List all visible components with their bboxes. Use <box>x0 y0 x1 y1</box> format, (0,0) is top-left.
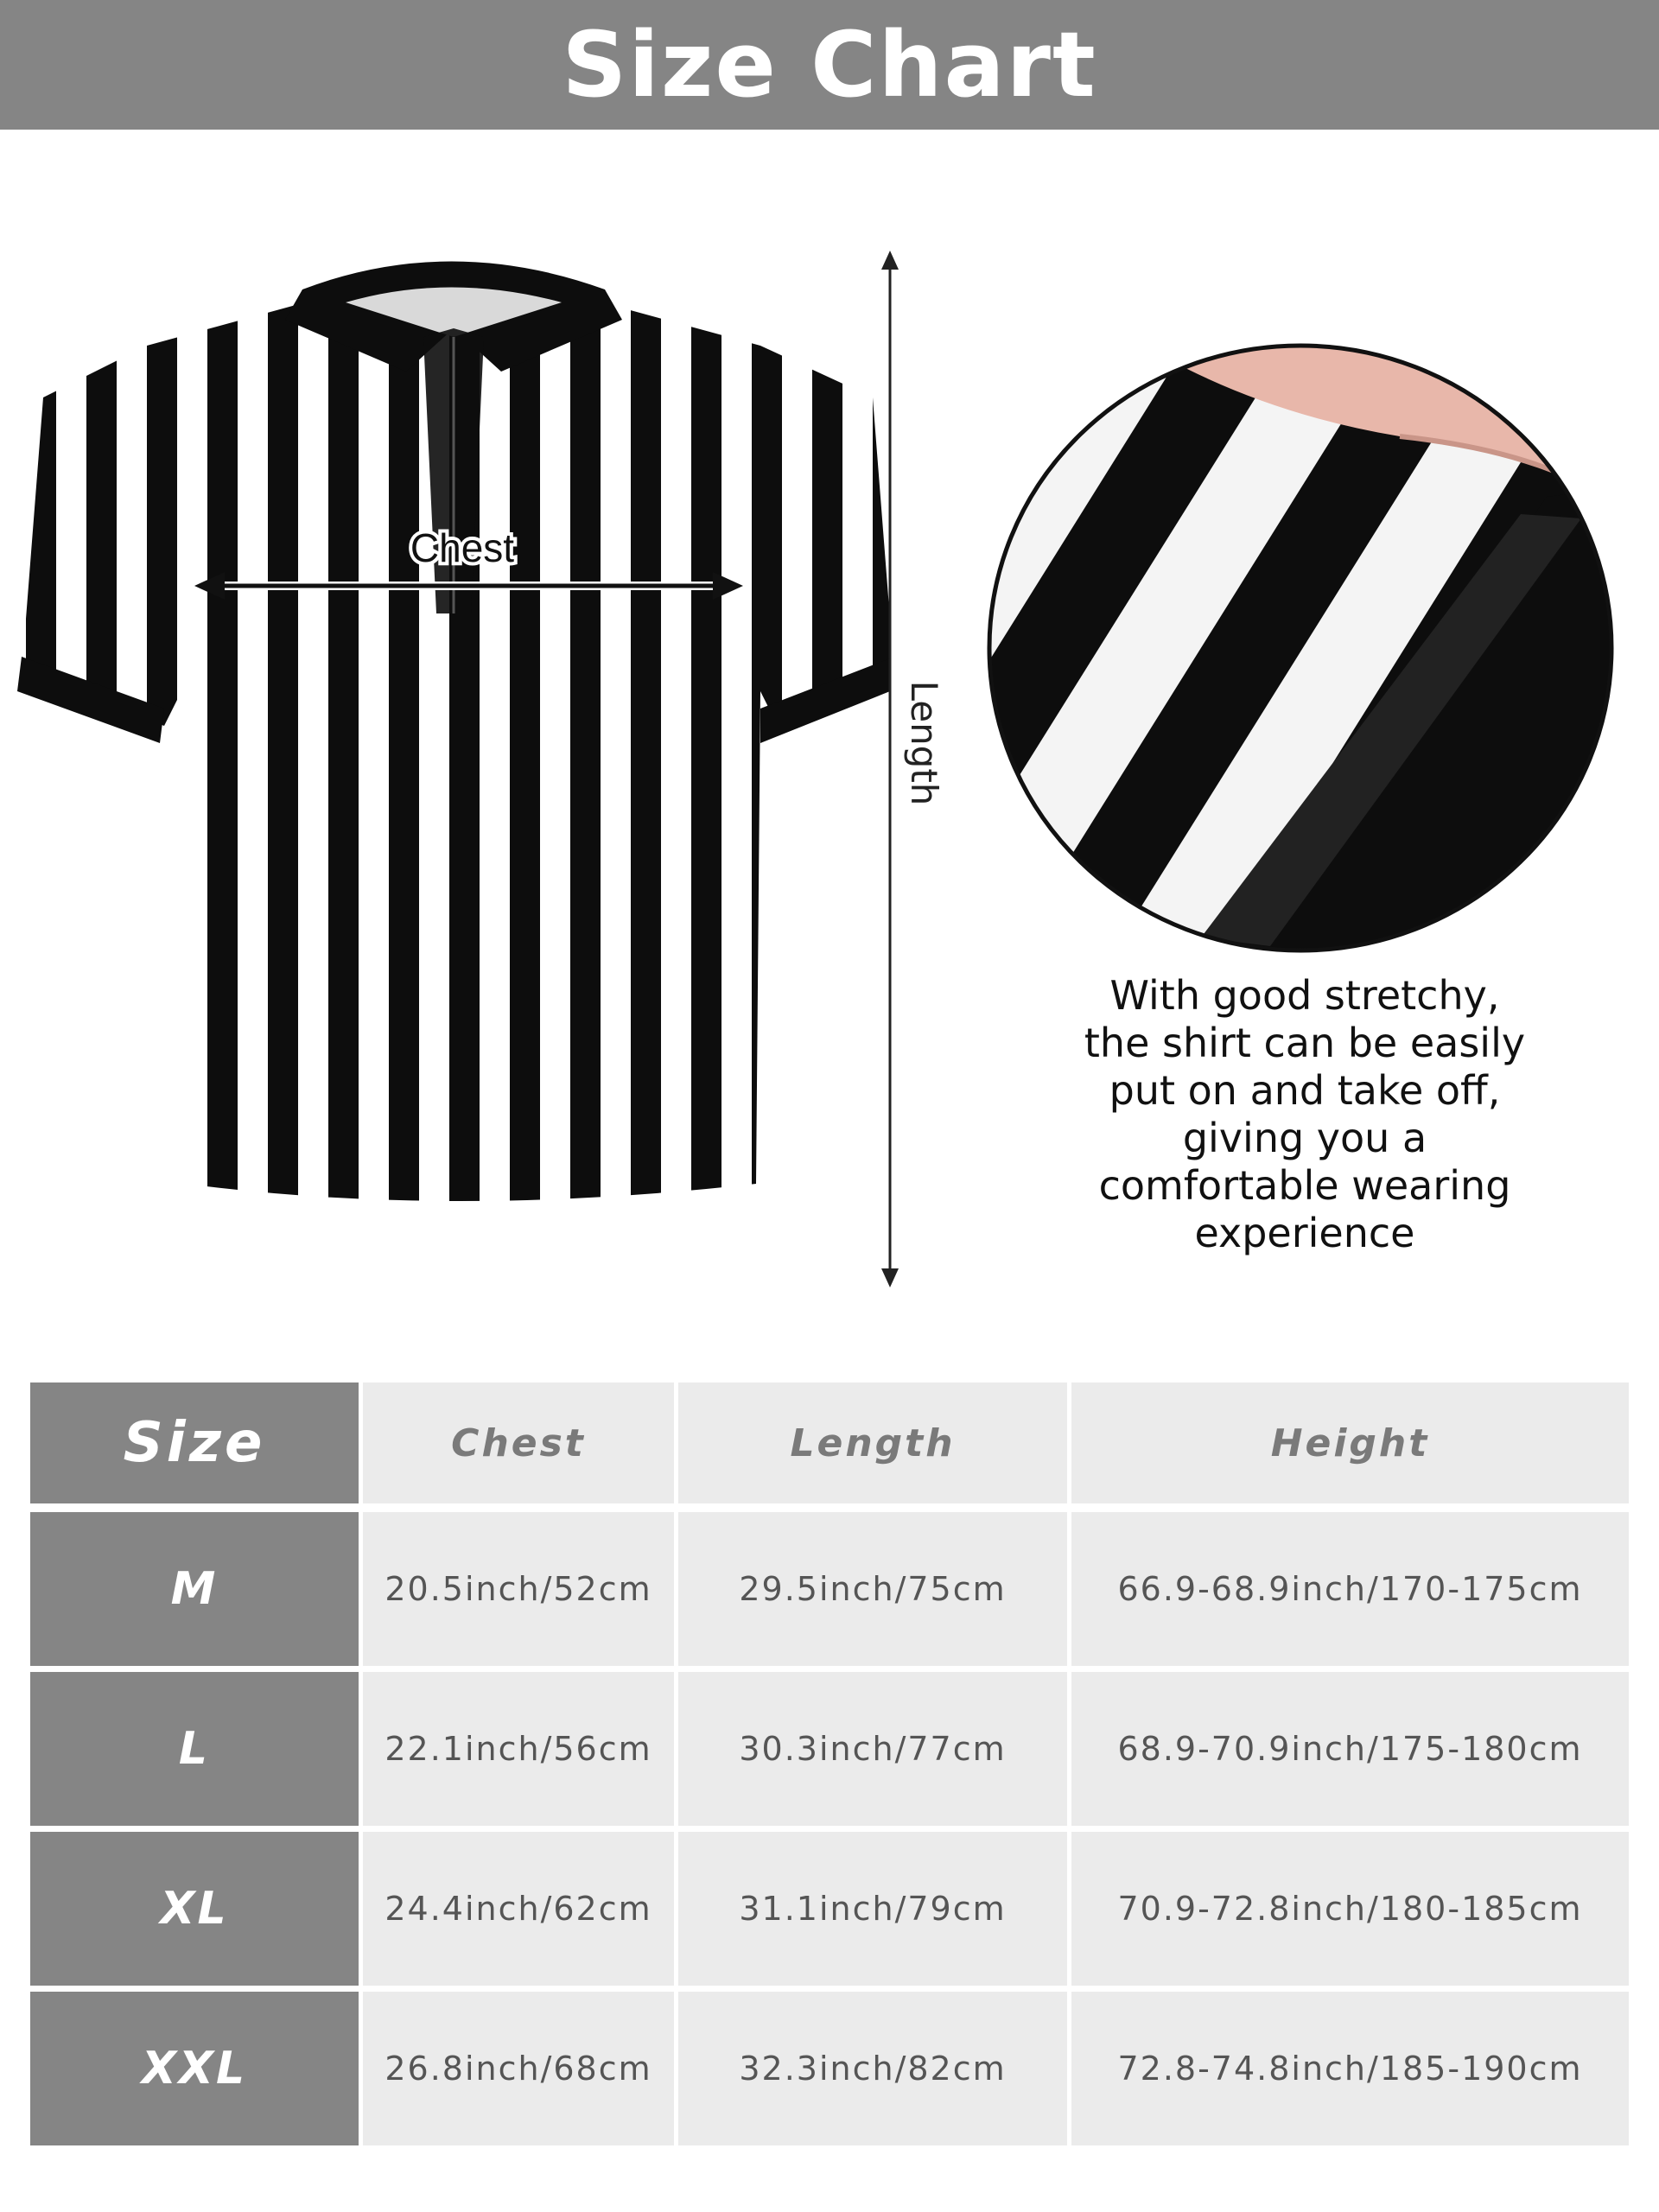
header-height: Height <box>1071 1382 1629 1503</box>
row-chest-cell: 20.5inch/52cm <box>363 1512 674 1666</box>
fabric-detail-image <box>985 341 1616 955</box>
row-chest-cell: 24.4inch/62cm <box>363 1832 674 1986</box>
header-chest: Chest <box>363 1382 674 1503</box>
row-height-cell: 66.9-68.9inch/170-175cm <box>1071 1512 1629 1666</box>
stretch-description: With good stretchy, the shirt can be easily put on and take off, giving you a comfortable wearing experience <box>1084 972 1526 1256</box>
row-chest-cell: 22.1inch/56cm <box>363 1672 674 1826</box>
row-length-cell: 32.3inch/82cm <box>678 1992 1067 2145</box>
length-label: Length <box>903 680 946 806</box>
row-length-cell: 29.5inch/75cm <box>678 1512 1067 1666</box>
row-size-cell: XXL <box>30 1992 359 2145</box>
chest-label: Chest <box>410 525 515 570</box>
size-table <box>30 1382 1629 2164</box>
row-height-cell: 68.9-70.9inch/175-180cm <box>1071 1672 1629 1826</box>
page-title: Size Chart <box>562 12 1097 118</box>
row-size-cell: XL <box>30 1832 359 1986</box>
header-size: Size <box>30 1382 359 1503</box>
row-size-cell: M <box>30 1512 359 1666</box>
row-size-cell: L <box>30 1672 359 1826</box>
row-chest-cell: 26.8inch/68cm <box>363 1992 674 2145</box>
row-height-cell: 72.8-74.8inch/185-190cm <box>1071 1992 1629 2145</box>
row-length-cell: 31.1inch/79cm <box>678 1832 1067 1986</box>
header-length: Length <box>678 1382 1067 1503</box>
title-banner <box>0 0 1659 130</box>
referee-shirt-image <box>17 242 890 1279</box>
row-height-cell: 70.9-72.8inch/180-185cm <box>1071 1832 1629 1986</box>
row-length-cell: 30.3inch/77cm <box>678 1672 1067 1826</box>
